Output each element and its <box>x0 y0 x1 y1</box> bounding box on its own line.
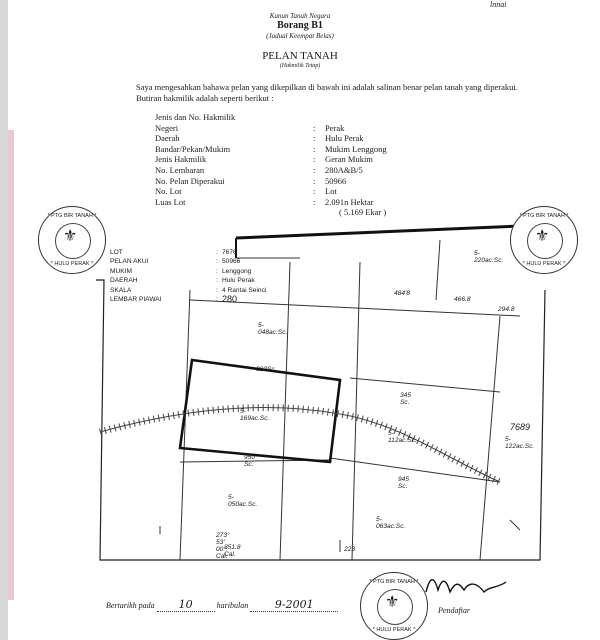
plan-info-value: 280 <box>222 294 238 305</box>
area-label: 5-048ac.Sc. <box>258 322 288 336</box>
crest-icon: ⚜ <box>385 594 400 611</box>
detail-label: No. Lot <box>155 186 182 197</box>
detail-value: 50966 <box>325 175 347 186</box>
seal-bottom-text: * HULU PERAK * <box>50 261 94 267</box>
thick-boundary-line <box>236 226 520 238</box>
seal-top-text: * PTG BIR TANAH * <box>519 213 569 219</box>
schedule-label: (Jadual Keempat Belas) <box>266 32 334 40</box>
month-label: haribulan <box>216 601 249 610</box>
detail-value: Mukim Lenggong <box>325 143 387 154</box>
detail-row: Negeri : Perak <box>155 123 499 134</box>
survey-boundary <box>96 280 545 560</box>
distance-label: 323Sc. <box>256 366 277 373</box>
seal-bottom-text: * HULU PERAK * <box>522 261 566 267</box>
dated-label: Bertarikh pada <box>106 601 155 610</box>
crest-icon: ⚜ <box>63 228 78 245</box>
detail-row: No. Lot : Lot <box>155 186 499 197</box>
plan-info-value: 4 Rantai Seinci <box>222 286 267 294</box>
detail-row: Luas Lot : 2.091n Hektar <box>155 197 499 208</box>
detail-value: Geran Mukim <box>325 154 373 165</box>
document-title: PELAN TANAH <box>262 50 338 62</box>
plan-info-value: 7676 <box>222 249 237 256</box>
area-label: 5-050ac.Sc. <box>228 494 258 508</box>
distance-label: 294.8 <box>498 306 515 313</box>
plan-info-label: SKALA <box>110 286 132 294</box>
signature-icon <box>420 570 510 604</box>
detail-label: Negeri <box>155 122 179 133</box>
river-line <box>100 408 500 482</box>
seal-top-text: * PTG BIR TANAH * <box>369 579 419 585</box>
distance-label: 945 Sc. <box>398 476 410 490</box>
plan-info-label: DAERAH <box>110 277 138 285</box>
detail-value: Perak <box>325 122 345 133</box>
area-label: 5-169ac.Sc. <box>240 408 270 422</box>
detail-label: Daerah <box>155 133 180 144</box>
distance-label: 223 <box>344 546 356 553</box>
detail-label: No. Lembaran <box>155 164 205 175</box>
plan-info-value: Lenggong <box>222 267 252 275</box>
date-line <box>106 598 338 612</box>
detail-value: 2.091n Hektar <box>325 196 374 207</box>
registrar-label: Pendaftar <box>438 606 470 615</box>
detail-label: Bandar/Pekan/Mukim <box>155 143 231 154</box>
distance-label: 484'8 <box>394 290 410 297</box>
detail-label: Luas Lot <box>155 196 186 207</box>
agency-label: Kanun Tanah Negara <box>269 12 331 20</box>
plan-info-row: SKALA : 4 Rantai Seinci <box>110 286 267 294</box>
plan-info <box>110 248 266 304</box>
river-hatching <box>100 408 500 482</box>
official-seal-bottom <box>360 572 428 640</box>
area-label: 5-220ac.Sc. <box>474 250 504 264</box>
plan-info-label: MUKIM <box>110 267 132 275</box>
form-number: Borang B1 <box>277 20 323 31</box>
detail-row: No. Lembaran : 280A&B/5 <box>155 165 499 176</box>
lot-line-north <box>436 240 440 300</box>
lot-line-far-west <box>180 290 190 560</box>
distance-label: 345 Sc. <box>400 392 412 406</box>
area-label: 5-122ac.Sc. <box>505 436 535 450</box>
detail-row: Daerah : Hulu Perak <box>155 133 499 144</box>
detail-value: Lot <box>325 186 337 197</box>
detail-label: No. Pelan Diperakui <box>155 175 225 186</box>
detail-label: Jenis Hakmilik <box>155 154 207 165</box>
detail-label: Jenis dan No. Hakmilik <box>155 112 236 122</box>
plan-info-value: 50966 <box>222 258 241 266</box>
detail-row: No. Pelan Diperakui : 50966 <box>155 176 499 187</box>
plan-info-row: LEMBAR PIAWAI : 280 <box>110 294 238 305</box>
plan-info-row: LOT : 7676 <box>110 249 237 256</box>
official-seal-right <box>510 206 578 274</box>
detail-value: ( 5.169 Ekar ) <box>339 207 387 218</box>
corner-text: lnnai <box>490 0 507 9</box>
plan-info-row: PELAN AKUI : 50966 <box>110 258 241 266</box>
plan-info-row: DAERAH : Hulu Perak <box>110 277 255 285</box>
distance-label: 950 Sc. <box>244 454 256 468</box>
document-subtitle: (Hakmilik Tetap) <box>279 63 321 69</box>
detail-value: Hulu Perak <box>325 133 364 144</box>
area-label: 5-112ac.Sc. <box>388 430 417 444</box>
distance-label: 466.8 <box>454 296 471 303</box>
plan-info-label: LEMBAR PIAWAI <box>110 296 162 304</box>
plan-info-label: LOT <box>110 249 123 256</box>
detail-row: Jenis Hakmilik : Geran Mukim <box>155 154 499 165</box>
certification-line-2: Butiran hakmilik adalah seperti berikut : <box>136 93 274 103</box>
lot-number-label: 7689 <box>510 422 531 432</box>
detail-row: Bandar/Pekan/Mukim : Mukim Lenggong <box>155 144 499 155</box>
plan-info-row: MUKIM : Lenggong <box>110 267 252 275</box>
crest-icon: ⚜ <box>535 228 550 245</box>
distance-label: 351.8 Cal. <box>224 544 241 558</box>
plan-info-label: PELAN AKUI <box>110 258 149 266</box>
bearing-label: 273° 53' 00" Cal. <box>216 532 230 560</box>
seal-top-text: * PTG BIR TANAH * <box>47 213 97 219</box>
official-seal-left <box>38 206 106 274</box>
date-day: 10 <box>178 598 193 611</box>
area-label: 5-063ac.Sc. <box>376 516 406 530</box>
seal-bottom-text: * HULU PERAK * <box>372 627 416 633</box>
detail-value: 280A&B/5 <box>325 164 363 175</box>
cross-line-2 <box>350 378 500 392</box>
lot-line-east <box>480 316 500 560</box>
date-month-year: 9-2001 <box>274 598 314 611</box>
plan-info-value: Hulu Perak <box>222 277 255 285</box>
lot-line-central <box>352 262 360 560</box>
certification-line-1: Saya mengesahkan bahawa pelan yang dikepilkan di bawah ini adalah salinan benar pelan tanah yang diperakui. <box>136 82 518 92</box>
